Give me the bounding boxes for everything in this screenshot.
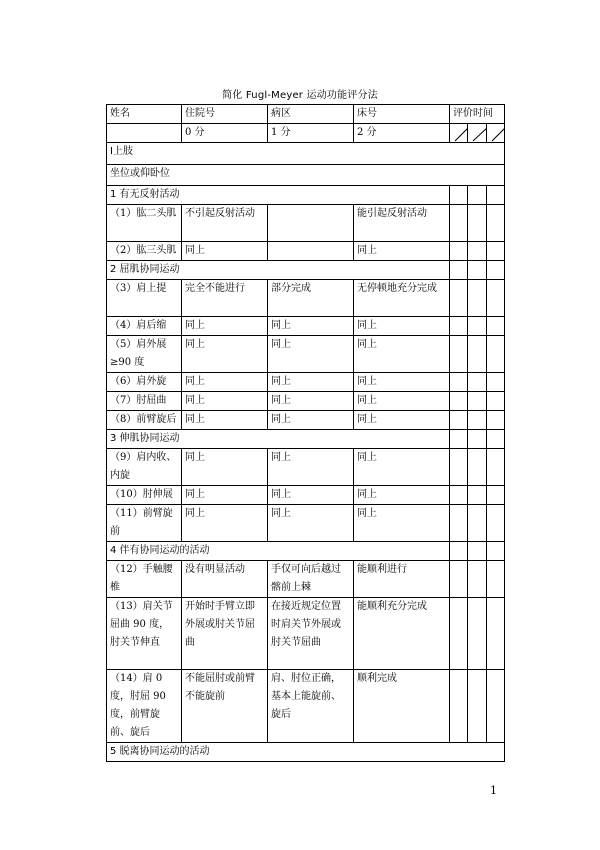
section-isolated: 5 脱离协同运动的活动 <box>107 743 505 762</box>
section-row <box>107 186 505 205</box>
score-1-desc: 同上 <box>268 373 354 392</box>
item-label: （1）肱二头肌 <box>107 205 182 242</box>
score-2-desc: 顺利完成 <box>354 670 450 743</box>
score-1-desc: 在接近规定位置时肩关节外展或肘关节屈曲 <box>268 598 354 670</box>
score-1-desc: 同上 <box>268 486 354 505</box>
item-label: （9）肩内收、内旋 <box>107 449 182 486</box>
section-reflex: 1 有无反射活动 <box>107 186 450 205</box>
score-1-desc: 同上 <box>268 449 354 486</box>
table-row <box>107 205 505 242</box>
score-0-desc: 同上 <box>182 486 268 505</box>
score-row <box>107 124 505 143</box>
table-row <box>107 598 505 670</box>
section-row <box>107 143 505 165</box>
section-row <box>107 430 505 449</box>
table-row <box>107 411 505 430</box>
header-row <box>107 105 505 124</box>
item-label: （10）肘伸展 <box>107 486 182 505</box>
score-2-desc: 能顺利进行 <box>354 561 450 598</box>
score-0-desc: 同上 <box>182 336 268 373</box>
score-1-desc <box>268 205 354 242</box>
score-0-desc: 同上 <box>182 242 268 261</box>
score-2-desc: 能引起反射活动 <box>354 205 450 242</box>
table-row <box>107 561 505 598</box>
score-0-desc: 同上 <box>182 449 268 486</box>
item-label: （11）前臂旋前 <box>107 505 182 542</box>
score-0-desc: 同上 <box>182 411 268 430</box>
item-label: （4）肩后缩 <box>107 317 182 336</box>
score-1-desc: 同上 <box>268 505 354 542</box>
score-2-desc: 同上 <box>354 505 450 542</box>
item-label: （2）肱三头肌 <box>107 242 182 261</box>
score-0-desc: 没有明显活动 <box>182 561 268 598</box>
section-row <box>107 743 505 762</box>
section-row <box>107 542 505 561</box>
score-1-desc: 同上 <box>268 336 354 373</box>
table-row <box>107 486 505 505</box>
score-1-desc: 部分完成 <box>268 280 354 317</box>
score-0-desc: 完全不能进行 <box>182 280 268 317</box>
slash-cell-3 <box>487 124 505 143</box>
section-flexor: 2 屈肌协同运动 <box>107 261 450 280</box>
table-row <box>107 449 505 486</box>
table-row <box>107 317 505 336</box>
table-row <box>107 280 505 317</box>
score-0-desc: 同上 <box>182 373 268 392</box>
table-row <box>107 392 505 411</box>
score-2-desc: 同上 <box>354 486 450 505</box>
score-0-desc: 开始时手臂立即外展或肘关节屈曲 <box>182 598 268 670</box>
score-1-desc: 同上 <box>268 317 354 336</box>
item-label: （3）肩上提 <box>107 280 182 317</box>
score-1-desc: 肩、肘位正确，基本上能旋前、旋后 <box>268 670 354 743</box>
item-label: （8）前臂旋后 <box>107 411 182 430</box>
page-number: 1 <box>490 784 497 797</box>
score-2-desc: 同上 <box>354 317 450 336</box>
item-label: （5）肩外展≥90 度 <box>107 336 182 373</box>
score-1-desc: 手仅可向后越过髂前上棘 <box>268 561 354 598</box>
score-2-desc: 能顺利充分完成 <box>354 598 450 670</box>
score-0-desc: 不引起反射活动 <box>182 205 268 242</box>
section-row <box>107 165 505 186</box>
score-0: 0 分 <box>182 124 268 143</box>
score-1-desc: 同上 <box>268 392 354 411</box>
score-0-desc: 同上 <box>182 317 268 336</box>
table-row <box>107 505 505 542</box>
score-2-desc: 同上 <box>354 336 450 373</box>
item-label: （12）手触腰椎 <box>107 561 182 598</box>
slash-cell-1 <box>450 124 468 143</box>
section-row <box>107 261 505 280</box>
bed-no-label: 床号 <box>354 105 450 124</box>
score-0-desc: 不能屈肘或前臂不能旋前 <box>182 670 268 743</box>
table-row <box>107 373 505 392</box>
table-row <box>107 242 505 261</box>
fugl-meyer-table <box>106 104 505 762</box>
item-label: （6）肩外旋 <box>107 373 182 392</box>
name-label: 姓名 <box>107 105 182 124</box>
section-upper-limb: Ⅰ上肢 <box>107 143 505 165</box>
score-2-desc: 同上 <box>354 373 450 392</box>
eval-time-label: 评价时间 <box>450 105 505 124</box>
score-2-desc: 同上 <box>354 411 450 430</box>
score-2: 2 分 <box>354 124 450 143</box>
table-row <box>107 336 505 373</box>
score-1-desc <box>268 242 354 261</box>
form-title: 简化 Fugl-Meyer 运动功能评分法 <box>222 90 378 101</box>
score-0-desc: 同上 <box>182 505 268 542</box>
ward-label: 病区 <box>268 105 354 124</box>
hospital-no-label: 住院号 <box>182 105 268 124</box>
score-blank <box>107 124 182 143</box>
score-1: 1 分 <box>268 124 354 143</box>
item-label: （7）肘屈曲 <box>107 392 182 411</box>
score-2-desc: 同上 <box>354 392 450 411</box>
score-2-desc: 同上 <box>354 242 450 261</box>
score-1-desc: 同上 <box>268 411 354 430</box>
score-0-desc: 同上 <box>182 392 268 411</box>
score-2-desc: 同上 <box>354 449 450 486</box>
table-row <box>107 670 505 743</box>
score-2-desc: 无停顿地充分完成 <box>354 280 450 317</box>
slash-cell-2 <box>468 124 487 143</box>
item-label: （14）肩 0 度，肘屈 90 度，前臂旋前、旋后 <box>107 670 182 743</box>
section-extensor: 3 伸肌协同运动 <box>107 430 450 449</box>
section-combined: 4 伴有协同运动的活动 <box>107 542 450 561</box>
item-label: （13）肩关节屈曲 90 度，肘关节伸直 <box>107 598 182 670</box>
section-position: 坐位或仰卧位 <box>107 165 505 186</box>
